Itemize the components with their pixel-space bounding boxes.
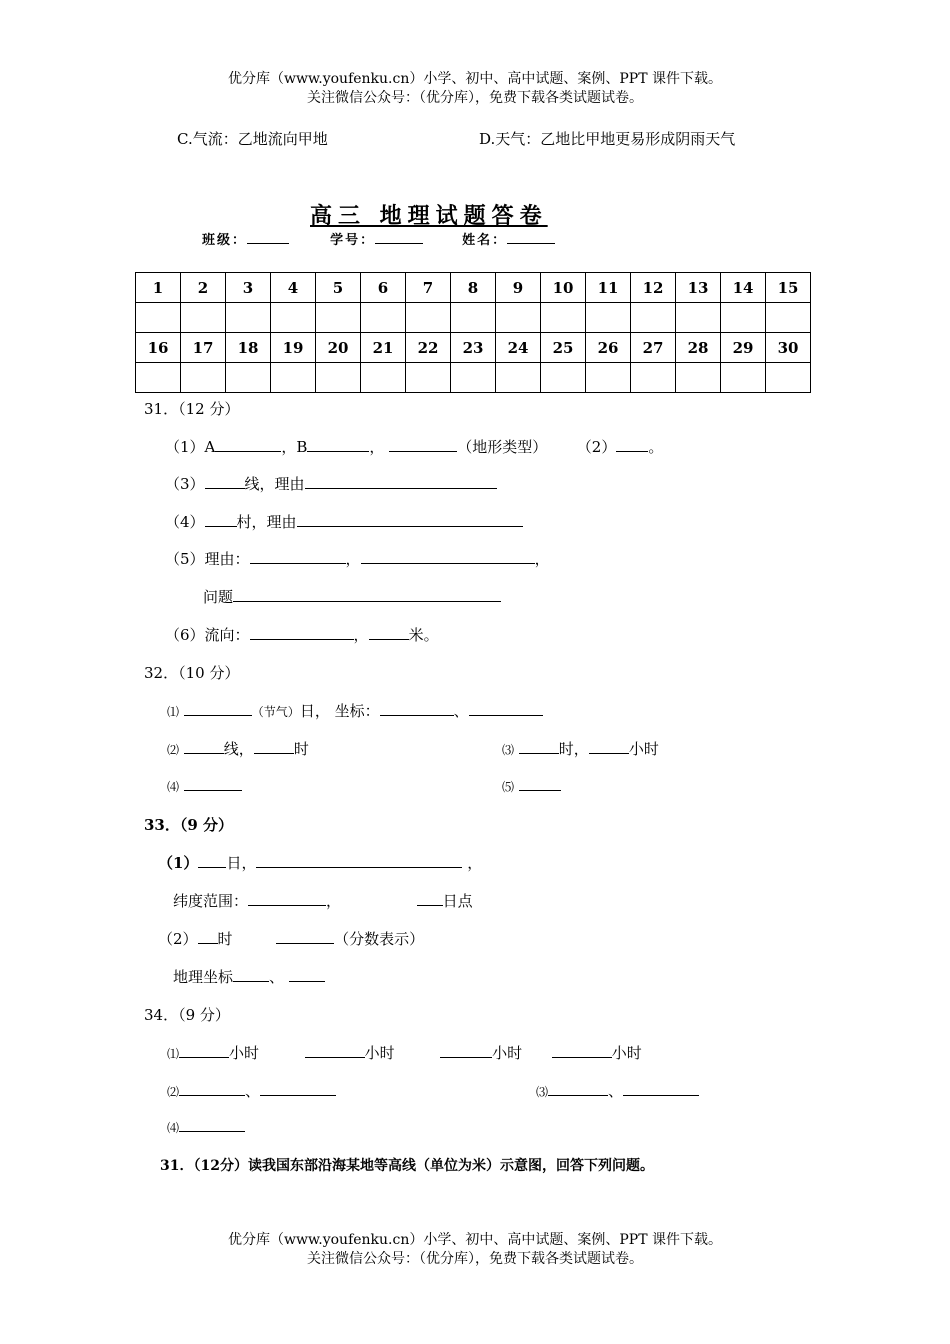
- grid-num: 7: [406, 273, 451, 303]
- q31-part3: [165, 473, 497, 494]
- label: 。: [648, 438, 664, 456]
- label: 、: [608, 1082, 624, 1100]
- label: （6）流向：: [165, 626, 250, 644]
- grid-num: 22: [406, 333, 451, 363]
- q32-part3: [502, 738, 659, 759]
- answer-blank[interactable]: [184, 739, 224, 754]
- label: 小时: [611, 1044, 642, 1062]
- grid-num: 3: [226, 273, 271, 303]
- answer-blank[interactable]: [215, 437, 281, 452]
- label: ，: [345, 550, 361, 568]
- answer-cell[interactable]: [136, 303, 181, 333]
- q31-prompt: 31．（12分）读我国东部沿海某地等高线（单位为米）示意图，回答下列问题。: [160, 1158, 654, 1174]
- label: ⑴: [167, 705, 180, 719]
- label: ⑵: [167, 1085, 180, 1099]
- answer-blank[interactable]: [184, 701, 252, 716]
- q33-part1: [158, 852, 482, 873]
- option-c: C.气流：乙地流向甲地: [177, 130, 328, 148]
- grid-num: 6: [361, 273, 406, 303]
- id-label: 学号：: [330, 233, 376, 248]
- label: 小时: [229, 1044, 260, 1062]
- grid-num: 23: [451, 333, 496, 363]
- grid-num: 27: [631, 333, 676, 363]
- page-title: 高三 地理试题答卷: [310, 203, 548, 229]
- label: （5）理由：: [165, 550, 250, 568]
- answer-cell[interactable]: [226, 363, 271, 393]
- answer-cell[interactable]: [496, 363, 541, 393]
- grid-num: 24: [496, 333, 541, 363]
- label: ，: [326, 892, 342, 910]
- label: ，: [369, 438, 385, 456]
- answer-cell[interactable]: [316, 363, 361, 393]
- grid-num: 5: [316, 273, 361, 303]
- q32-part5: [502, 776, 561, 795]
- label: 时，: [558, 740, 589, 758]
- answer-blank[interactable]: [417, 891, 443, 906]
- label: 小时: [628, 740, 659, 758]
- grid-num: 17: [181, 333, 226, 363]
- grid-header-row: [136, 273, 811, 303]
- answer-cell[interactable]: [451, 363, 496, 393]
- label: ⑷: [167, 1121, 180, 1135]
- q31-heading: 31．（12 分）: [144, 400, 240, 418]
- answer-blank[interactable]: [260, 1081, 336, 1096]
- answer-cell[interactable]: [271, 303, 316, 333]
- answer-cell[interactable]: [136, 363, 181, 393]
- answer-blank[interactable]: [369, 625, 409, 640]
- answer-cell[interactable]: [676, 363, 721, 393]
- name-label: 姓名：: [462, 233, 508, 248]
- label: （分数表示）: [334, 930, 425, 948]
- answer-cell[interactable]: [766, 303, 811, 333]
- answer-blank[interactable]: [361, 549, 535, 564]
- answer-cell[interactable]: [586, 363, 631, 393]
- q32-heading: 32．（10 分）: [144, 664, 240, 682]
- q31-part5-problem: [203, 586, 501, 607]
- answer-blank[interactable]: [276, 929, 334, 944]
- q33-lat: [173, 890, 473, 911]
- q31-part1: [165, 436, 663, 457]
- answer-blank[interactable]: [616, 437, 648, 452]
- class-field[interactable]: [247, 229, 289, 244]
- label: 日，: [226, 854, 257, 872]
- q32-part2: [167, 738, 309, 759]
- label: ，: [467, 854, 483, 872]
- answer-blank[interactable]: [307, 437, 369, 452]
- answer-blank[interactable]: [198, 929, 218, 944]
- grid-num: 28: [676, 333, 721, 363]
- label: 米。: [408, 626, 439, 644]
- name-field[interactable]: [507, 229, 555, 244]
- answer-cell[interactable]: [406, 303, 451, 333]
- label: 、: [453, 702, 469, 720]
- answer-cell[interactable]: [316, 303, 361, 333]
- answer-blank[interactable]: [198, 853, 226, 868]
- q34-part2: [167, 1080, 336, 1101]
- label: 地理坐标: [173, 968, 234, 986]
- footer-line-2: 关注微信公众号：（优分库），免费下载各类试题试卷。: [307, 1251, 643, 1267]
- answer-blank[interactable]: [233, 587, 501, 602]
- answer-blank[interactable]: [469, 701, 543, 716]
- answer-grid: [135, 272, 811, 393]
- label: ⑸: [502, 780, 515, 794]
- q34-part3: [536, 1080, 699, 1101]
- answer-blank[interactable]: [179, 1043, 229, 1058]
- answer-blank[interactable]: [305, 1043, 365, 1058]
- q34-part4: [167, 1117, 245, 1136]
- label: 时: [217, 930, 233, 948]
- label: （节气）: [251, 705, 300, 719]
- answer-cell[interactable]: [496, 303, 541, 333]
- grid-num: 8: [451, 273, 496, 303]
- answer-blank[interactable]: [248, 891, 326, 906]
- grid-answer-row: [136, 363, 811, 393]
- label: （2）: [158, 930, 198, 948]
- answer-blank[interactable]: [519, 739, 559, 754]
- answer-blank[interactable]: [552, 1043, 612, 1058]
- grid-num: 1: [136, 273, 181, 303]
- q33-part2: [158, 928, 424, 949]
- grid-num: 15: [766, 273, 811, 303]
- answer-blank[interactable]: [205, 474, 245, 489]
- q34-part1: [167, 1042, 642, 1063]
- answer-cell[interactable]: [226, 303, 271, 333]
- q34-heading: 34．（9 分）: [144, 1006, 230, 1024]
- label: 日点: [442, 892, 473, 910]
- answer-cell[interactable]: [181, 363, 226, 393]
- label: 小时: [364, 1044, 395, 1062]
- answer-blank[interactable]: [256, 853, 462, 868]
- answer-blank[interactable]: [289, 967, 325, 982]
- class-label: 班级：: [202, 233, 248, 248]
- student-info: [202, 229, 555, 248]
- q33-heading: 33．（9 分）: [144, 816, 234, 834]
- grid-num: 13: [676, 273, 721, 303]
- label: 、: [269, 968, 285, 986]
- grid-num: 11: [586, 273, 631, 303]
- q31-part5: [165, 548, 550, 569]
- answer-blank[interactable]: [519, 776, 561, 791]
- option-d: D.天气：乙地比甲地更易形成阴雨天气: [479, 130, 736, 148]
- answer-cell[interactable]: [361, 363, 406, 393]
- label: 村，理由: [236, 513, 297, 531]
- answer-cell[interactable]: [406, 363, 451, 393]
- answer-blank[interactable]: [440, 1043, 492, 1058]
- answer-cell[interactable]: [271, 363, 316, 393]
- label: 时: [293, 740, 309, 758]
- label: ，B: [281, 438, 308, 456]
- label: （2）: [576, 438, 617, 456]
- answer-blank[interactable]: [250, 549, 346, 564]
- grid-num: 9: [496, 273, 541, 303]
- label: ⑴: [167, 1047, 180, 1061]
- answer-blank[interactable]: [380, 701, 454, 716]
- answer-cell[interactable]: [631, 303, 676, 333]
- answer-cell[interactable]: [586, 303, 631, 333]
- answer-cell[interactable]: [631, 363, 676, 393]
- answer-blank[interactable]: [179, 1081, 245, 1096]
- answer-cell[interactable]: [766, 363, 811, 393]
- label: （1）A: [165, 438, 216, 456]
- answer-cell[interactable]: [181, 303, 226, 333]
- answer-blank[interactable]: [548, 1081, 608, 1096]
- answer-cell[interactable]: [361, 303, 406, 333]
- grid-num: 26: [586, 333, 631, 363]
- answer-blank[interactable]: [389, 437, 457, 452]
- footer-line-1: 优分库（www.youfenku.cn）小学、初中、高中试题、案例、PPT 课件下载。: [227, 1232, 722, 1248]
- grid-header-row: [136, 333, 811, 363]
- answer-cell[interactable]: [541, 303, 586, 333]
- grid-num: 16: [136, 333, 181, 363]
- grid-num: 20: [316, 333, 361, 363]
- answer-blank[interactable]: [254, 739, 294, 754]
- q32-part1: [167, 700, 543, 721]
- label: ⑵: [167, 743, 180, 757]
- grid-num: 25: [541, 333, 586, 363]
- label: ，: [534, 550, 550, 568]
- answer-cell[interactable]: [451, 303, 496, 333]
- label: 小时: [492, 1044, 523, 1062]
- label: ⑶: [536, 1085, 549, 1099]
- grid-num: 2: [181, 273, 226, 303]
- answer-blank[interactable]: [297, 512, 523, 527]
- label: 日， 坐标：: [299, 702, 380, 720]
- answer-blank[interactable]: [589, 739, 629, 754]
- label: ，: [353, 626, 369, 644]
- grid-num: 29: [721, 333, 766, 363]
- label: ⑶: [502, 743, 515, 757]
- answer-cell[interactable]: [676, 303, 721, 333]
- answer-blank[interactable]: [623, 1081, 699, 1096]
- label: （3）: [165, 475, 205, 493]
- label: 问题: [203, 588, 234, 606]
- label: （地形类型）: [457, 438, 548, 456]
- answer-cell[interactable]: [721, 303, 766, 333]
- label: 线，理由: [244, 475, 305, 493]
- answer-blank[interactable]: [179, 1117, 245, 1132]
- grid-num: 4: [271, 273, 316, 303]
- answer-blank[interactable]: [205, 512, 237, 527]
- answer-cell[interactable]: [721, 363, 766, 393]
- q32-part4: [167, 776, 242, 795]
- label: 纬度范围：: [173, 892, 249, 910]
- label: ⑷: [167, 780, 180, 794]
- answer-blank[interactable]: [184, 776, 242, 791]
- q33-geo: [173, 966, 325, 987]
- grid-answer-row: [136, 303, 811, 333]
- q31-part4: [165, 511, 523, 532]
- header-line-2: 关注微信公众号：（优分库），免费下载各类试题试卷。: [307, 90, 643, 106]
- grid-num: 12: [631, 273, 676, 303]
- grid-num: 19: [271, 333, 316, 363]
- answer-cell[interactable]: [541, 363, 586, 393]
- label: （1）: [158, 854, 199, 872]
- id-field[interactable]: [375, 229, 423, 244]
- answer-blank[interactable]: [305, 474, 497, 489]
- grid-num: 21: [361, 333, 406, 363]
- header-line-1: 优分库（www.youfenku.cn）小学、初中、高中试题、案例、PPT 课件下载。: [227, 71, 722, 87]
- grid-num: 10: [541, 273, 586, 303]
- grid-num: 14: [721, 273, 766, 303]
- grid-num: 18: [226, 333, 271, 363]
- grid-num: 30: [766, 333, 811, 363]
- answer-blank[interactable]: [250, 625, 354, 640]
- label: 、: [245, 1082, 261, 1100]
- label: （4）: [165, 513, 205, 531]
- q31-part6: [165, 624, 439, 645]
- answer-blank[interactable]: [233, 967, 269, 982]
- label: 线，: [223, 740, 254, 758]
